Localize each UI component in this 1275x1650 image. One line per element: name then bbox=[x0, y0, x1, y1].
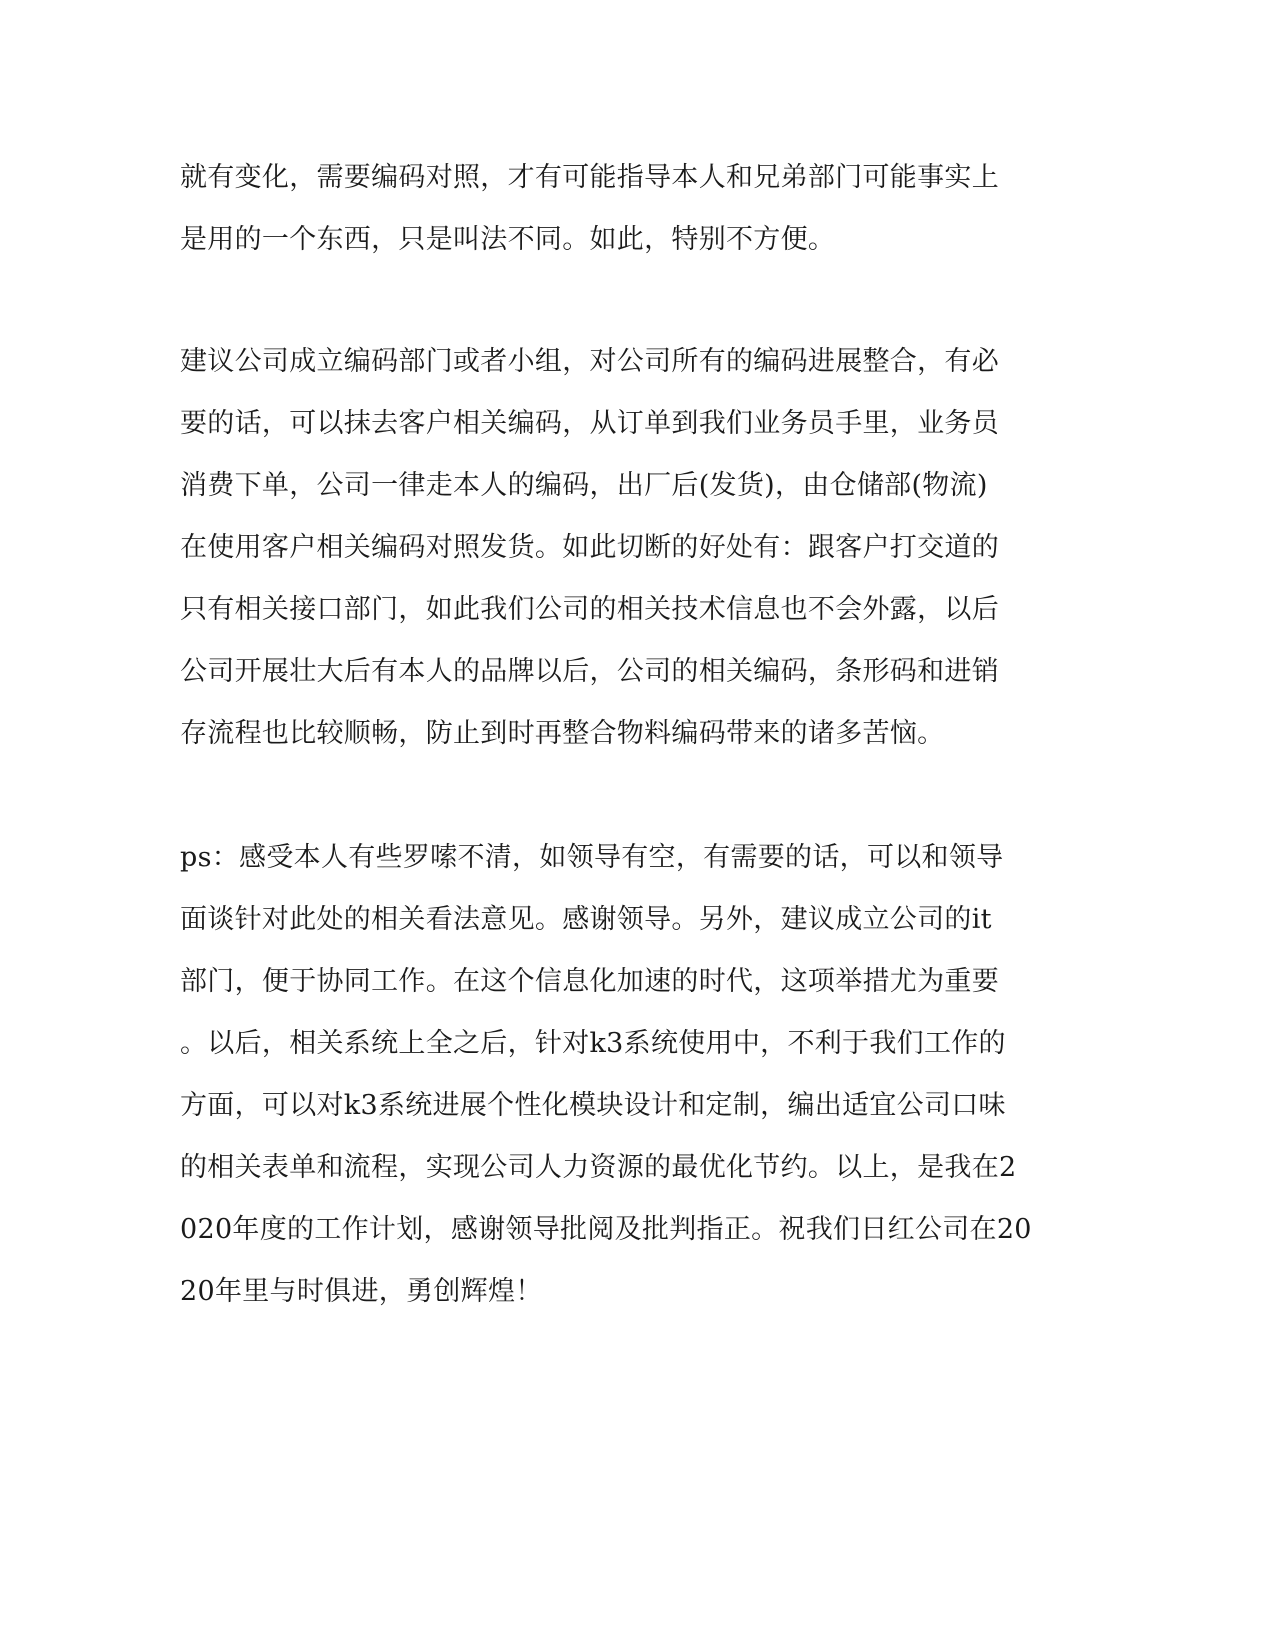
paragraph-2-line-3: 消费下单，公司一律走本人的编码，出厂后(发货)，由仓储部(物流) bbox=[180, 470, 988, 501]
paragraph-2-line-6: 公司开展壮大后有本人的品牌以后，公司的相关编码，条形码和进销 bbox=[180, 656, 999, 687]
paragraph-3-line-4: 。以后，相关系统上全之后，针对k3系统使用中，不利于我们工作的 bbox=[180, 1028, 1006, 1059]
paragraph-3-line-3: 部门，便于协同工作。在这个信息化加速的时代，这项举措尤为重要 bbox=[180, 966, 999, 997]
paragraph-3-line-5: 方面，可以对k3系统进展个性化模块设计和定制，编出适宜公司口味 bbox=[180, 1090, 1006, 1121]
paragraph-2-line-7: 存流程也比较顺畅，防止到时再整合物料编码带来的诸多苦恼。 bbox=[180, 718, 945, 749]
paragraph-3-line-2: 面谈针对此处的相关看法意见。感谢领导。另外，建议成立公司的it bbox=[180, 904, 992, 935]
paragraph-1-line-1: 就有变化，需要编码对照，才有可能指导本人和兄弟部门可能事实上 bbox=[180, 162, 999, 193]
paragraph-2-line-2: 要的话，可以抹去客户相关编码，从订单到我们业务员手里，业务员 bbox=[180, 408, 999, 439]
paragraph-2-line-1: 建议公司成立编码部门或者小组，对公司所有的编码进展整合，有必 bbox=[180, 346, 999, 377]
paragraph-3-line-6: 的相关表单和流程，实现公司人力资源的最优化节约。以上，是我在2 bbox=[180, 1152, 1017, 1183]
paragraph-3-line-7: 020年度的工作计划，感谢领导批阅及批判指正。祝我们日红公司在20 bbox=[180, 1214, 1032, 1245]
paragraph-3-line-8: 20年里与时俱进，勇创辉煌！ bbox=[180, 1276, 543, 1307]
paragraph-2-line-4: 在使用客户相关编码对照发货。如此切断的好处有：跟客户打交道的 bbox=[180, 532, 999, 563]
paragraph-2-line-5: 只有相关接口部门，如此我们公司的相关技术信息也不会外露，以后 bbox=[180, 594, 999, 625]
paragraph-3-line-1: ps：感受本人有些罗嗦不清，如领导有空，有需要的话，可以和领导 bbox=[180, 842, 1004, 873]
paragraph-1-line-2: 是用的一个东西，只是叫法不同。如此，特别不方便。 bbox=[180, 224, 836, 255]
